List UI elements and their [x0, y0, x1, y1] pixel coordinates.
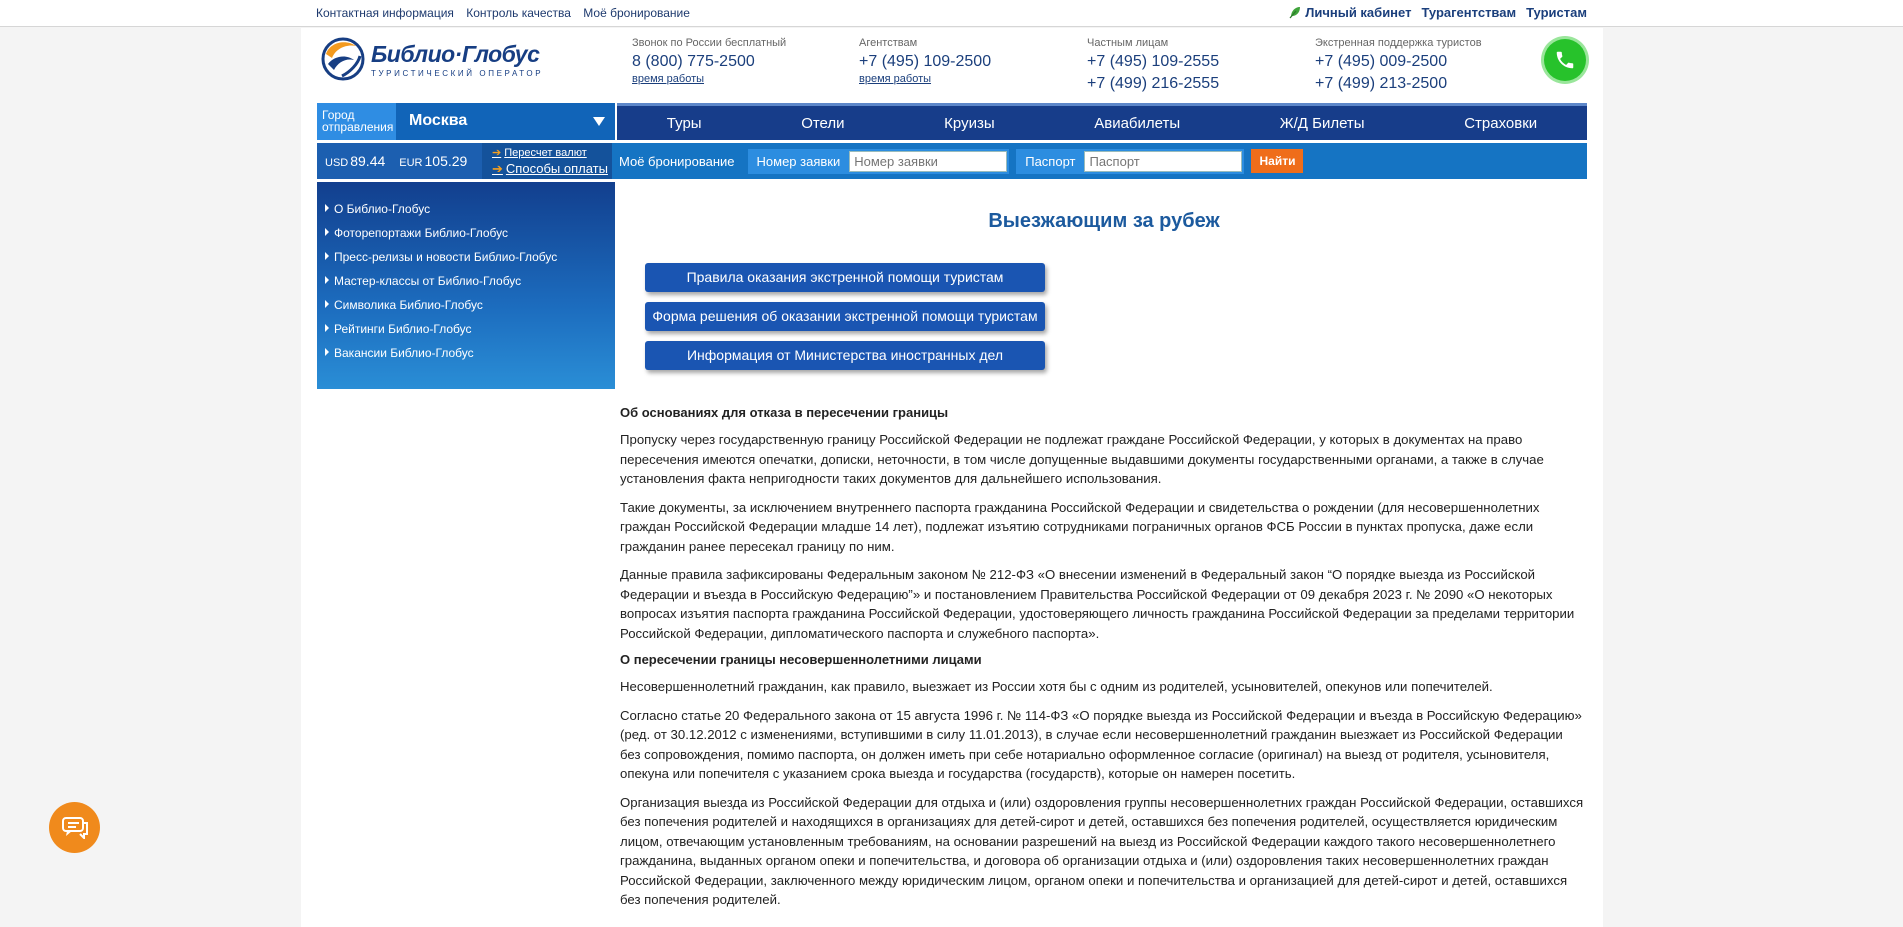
- layout-wrapper: [301, 28, 1603, 927]
- order-number-label: Номер заявки: [756, 153, 841, 169]
- nav-hotels[interactable]: Отели: [801, 114, 845, 132]
- sidebar-item-photo-reports[interactable]: Фоторепортажи Библио-Глобус: [317, 224, 615, 248]
- phone-number[interactable]: +7 (495) 009-2500: [1315, 53, 1448, 70]
- departure-city-label: Город отправления: [317, 103, 396, 140]
- payment-methods-link[interactable]: ➔ Способы оплаты: [492, 161, 608, 176]
- mfa-info-button[interactable]: Информация от Министерства иностранных дел: [645, 341, 1045, 370]
- contact-label: Частным лицам: [1087, 37, 1169, 49]
- nav-tours[interactable]: Туры: [666, 114, 702, 132]
- arrow-icon: ➔: [492, 161, 503, 176]
- logo-name: Библио·Глобус: [371, 40, 540, 67]
- sidebar-item-vacancies[interactable]: Вакансии Библио-Глобус: [317, 344, 615, 368]
- agencies-link[interactable]: Турагентствам: [1421, 5, 1517, 20]
- top-links: [316, 6, 699, 20]
- logo-subtitle: ТУРИСТИЧЕСКИЙ ОПЕРАТОР: [371, 68, 544, 78]
- contact-label: Экстренная поддержка туристов: [1315, 37, 1482, 49]
- eur-rate: EUR 105.29: [399, 153, 468, 169]
- quality-control-link[interactable]: Контроль качества: [466, 6, 571, 20]
- paragraph: Данные правила зафиксированы Федеральным законом № 212-ФЗ «О внесении изменений в Федеральный закон “О порядке выезда из Российской Федерации и въезда в Российскую Федерацию”» и постановлением Правительства Российской Федерации от 09 декабря 2023 г. № 2090 «О некоторых вопросах изъятия паспорта гражданина Российской Федерации, удостоверяющего личность гражданина Российской Федерации за пределами территории Российской Федерации, дипломатического паспорта и служебного паспорта».: [620, 567, 1575, 641]
- sidebar-menu: [317, 182, 615, 389]
- work-hours-link[interactable]: время работы: [859, 73, 932, 85]
- top-bar: [0, 0, 1903, 27]
- booking-bar: [317, 143, 1587, 179]
- departure-city-select[interactable]: [396, 103, 615, 140]
- tourists-link[interactable]: Туристам: [1526, 5, 1587, 20]
- paragraph: Организация выезда из Российской Федерации для отдыха и (или) оздоровления группы несовершеннолетних граждан Российской Федерации, оставшихся без попечения родителей и находящихся в организациях для детей-сирот и детей, оставшихся без попечения родителей, осуществляется юридическим лицом, отвечающим установленным требованиям, на основании разрешений на выезд из Российской Федерации каждого такого несовершеннолетнего гражданина, выданных органом опеки и попечительства, и договора об организации отдыха и (или) оздоровления таких несовершеннолетних граждан Российской Федерации, заключенного между юридическим лицом, органом опеки и попечительства и организацией для детей-сирот и детей, оставшихся без попечения родителей.: [620, 794, 1584, 907]
- sidebar-item-master-classes[interactable]: Мастер-классы от Библио-Глобус: [317, 272, 615, 296]
- main-content: [619, 182, 1589, 919]
- paragraph: Несовершеннолетний гражданин, как правило, выезжает из России хотя бы с одним из родителей, усыновителей, опекунов или попечителей.: [620, 679, 1493, 694]
- phone-number[interactable]: +7 (499) 213-2500: [1315, 75, 1448, 92]
- chat-button[interactable]: [49, 802, 100, 853]
- section-heading: О пересечении границы несовершеннолетними лицами: [620, 652, 982, 667]
- phone-number[interactable]: +7 (495) 109-2500: [859, 53, 992, 70]
- order-number-input[interactable]: [849, 151, 1007, 172]
- phone-number[interactable]: +7 (499) 216-2555: [1087, 75, 1220, 92]
- nav-insurance[interactable]: Страховки: [1464, 114, 1538, 132]
- contact-label: Агентствам: [859, 37, 918, 49]
- sidebar-item-symbols[interactable]: Символика Библио-Глобус: [317, 296, 615, 320]
- phone-number[interactable]: 8 (800) 775-2500: [632, 53, 755, 70]
- sidebar-item-ratings[interactable]: Рейтинги Библио-Глобус: [317, 320, 615, 344]
- passport-field: [1016, 149, 1244, 174]
- info-buttons: [645, 263, 1589, 370]
- personal-cabinet-label: Личный кабинет: [1305, 5, 1412, 20]
- find-button[interactable]: Найти: [1251, 149, 1303, 173]
- usd-rate: USD 89.44: [325, 153, 386, 169]
- order-number-field: [748, 149, 1010, 174]
- work-hours-link[interactable]: время работы: [632, 73, 705, 85]
- currency-convert-link[interactable]: ➔ Пересчет валют: [492, 147, 587, 159]
- nav-rail[interactable]: Ж/Д Билеты: [1279, 114, 1365, 132]
- paragraph: Такие документы, за исключением внутреннего паспорта гражданина Российской Федерации и свидетельства о рождении (для несовершеннолетних граждан Российской Федерации младше 14 лет), подлежат изъятию сотрудниками пограничных органов ФСБ России в пунктах пропуска, даже если гражданин ранее пересекал границу по ним.: [620, 499, 1540, 554]
- dropdown-arrow-icon: [593, 117, 605, 126]
- section-heading: Об основаниях для отказа в пересечении границы: [620, 405, 949, 420]
- emergency-form-button[interactable]: Форма решения об оказании экстренной помощи туристам: [645, 302, 1045, 331]
- leaf-icon: [1289, 6, 1301, 19]
- page-title: Выезжающим за рубеж: [988, 210, 1220, 232]
- paragraph: Согласно статье 20 Федерального закона от 15 августа 1996 г. № 114-ФЗ «О порядке выезда из Российской Федерации и въезда в Российскую Федерацию» (ред. от 30.12.2012 с изменениями, вступившими в силу 11.01.2013), в случае если несовершеннолетний гражданин выезжает из Российской Федерации без сопровождения, помимо паспорта, он должен иметь при себе нотариально оформленное согласие (оригинал) на выезд от родителя, усыновителя, опекуна или попечителя с указанием срока выезда и государства (государств), которые он намерен посетить.: [620, 707, 1582, 781]
- phone-number[interactable]: +7 (495) 109-2555: [1087, 53, 1220, 70]
- departure-city-value: Москва: [409, 112, 468, 129]
- contact-info-link[interactable]: Контактная информация: [316, 6, 454, 20]
- article: [619, 405, 1585, 910]
- sidebar-item-press-releases[interactable]: Пресс-релизы и новости Библио-Глобус: [317, 248, 615, 272]
- top-right-links: [1289, 5, 1587, 20]
- my-booking-link[interactable]: Моё бронирование: [583, 6, 690, 20]
- paragraph: Пропуску через государственную границу Российской Федерации не подлежат граждане Российской Федерации, у которых в документах на право пересечения имеются опечатки, дописки, неточности, в том числе допущенные выдавшими документы государственными органами, а также в случае установления факта непригодности таких документов для дальнейшего использования.: [620, 432, 1544, 486]
- passport-input[interactable]: [1084, 151, 1242, 172]
- arrow-icon: ➔: [492, 147, 502, 159]
- contact-label: Звонок по России бесплатный: [632, 37, 787, 49]
- chat-icon: [62, 817, 88, 839]
- departure-city: [317, 103, 615, 140]
- rate-links: [482, 143, 612, 179]
- my-booking-label: Моё бронирование: [619, 153, 735, 169]
- currency-rates: [317, 143, 482, 179]
- emergency-rules-button[interactable]: Правила оказания экстренной помощи туристам: [645, 263, 1045, 292]
- passport-label: Паспорт: [1025, 153, 1076, 169]
- personal-cabinet-link[interactable]: [1289, 5, 1411, 20]
- nav-cruises[interactable]: Круизы: [944, 114, 995, 132]
- sidebar-item-about[interactable]: О Библио-Глобус: [317, 200, 615, 224]
- nav-flights[interactable]: Авиабилеты: [1094, 114, 1181, 132]
- main-nav: [617, 103, 1587, 140]
